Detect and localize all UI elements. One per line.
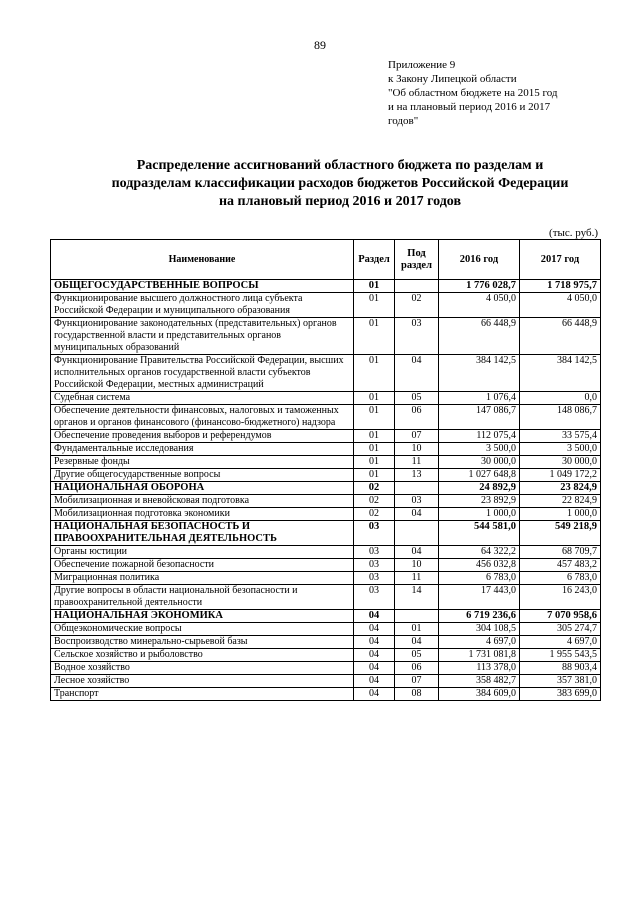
header-2016: 2016 год [439,240,520,280]
table-row [51,585,601,610]
row-section: 01 [354,392,395,405]
row-2016-value: 304 108,5 [439,623,520,636]
row-2017-value: 549 218,9 [520,521,601,546]
table-row [51,688,601,701]
row-section: 04 [354,623,395,636]
row-section: 04 [354,610,395,623]
row-2016-value: 358 482,7 [439,675,520,688]
row-2017-value: 16 243,0 [520,585,601,610]
table-row [51,572,601,585]
row-section: 02 [354,482,395,495]
row-name: НАЦИОНАЛЬНАЯ ОБОРОНА [51,482,354,495]
header-section: Раздел [354,240,395,280]
row-name: Другие вопросы в области национальной безопасности и правоохранительной деятельности [51,585,354,610]
row-2016-value: 1 731 081,8 [439,649,520,662]
row-2016-value: 113 378,0 [439,662,520,675]
row-2016-value: 147 086,7 [439,405,520,430]
row-subsection: 01 [395,623,439,636]
row-2017-value: 1 955 543,5 [520,649,601,662]
row-subsection [395,280,439,293]
row-section: 04 [354,636,395,649]
row-name: Сельское хозяйство и рыболовство [51,649,354,662]
row-name: Водное хозяйство [51,662,354,675]
row-subsection: 02 [395,293,439,318]
row-2016-value: 17 443,0 [439,585,520,610]
row-subsection: 06 [395,662,439,675]
table-row [51,649,601,662]
row-subsection: 14 [395,585,439,610]
header-subsection: Под раздел [395,240,439,280]
row-section: 04 [354,649,395,662]
row-section: 02 [354,495,395,508]
row-subsection: 13 [395,469,439,482]
row-2017-value: 0,0 [520,392,601,405]
row-2016-value: 30 000,0 [439,456,520,469]
row-subsection: 04 [395,355,439,392]
row-2017-value: 357 381,0 [520,675,601,688]
row-section: 04 [354,688,395,701]
appendix-note [388,58,598,128]
row-subsection: 08 [395,688,439,701]
row-2016-value: 4 697,0 [439,636,520,649]
table-row [51,546,601,559]
row-subsection: 05 [395,392,439,405]
row-section: 03 [354,559,395,572]
row-section: 01 [354,355,395,392]
row-subsection: 10 [395,443,439,456]
row-2016-value: 1 776 028,7 [439,280,520,293]
table-section-row [51,482,601,495]
row-section: 02 [354,508,395,521]
row-section: 01 [354,443,395,456]
table-row [51,293,601,318]
row-subsection [395,610,439,623]
row-2017-value: 148 086,7 [520,405,601,430]
row-2017-value: 68 709,7 [520,546,601,559]
row-2017-value: 33 575,4 [520,430,601,443]
row-name: Воспроизводство минерально-сырьевой базы [51,636,354,649]
table-row [51,392,601,405]
row-name: Транспорт [51,688,354,701]
row-subsection [395,482,439,495]
table-row [51,405,601,430]
row-2017-value: 6 783,0 [520,572,601,585]
row-subsection: 04 [395,636,439,649]
row-name: Лесное хозяйство [51,675,354,688]
page-number: 89 [314,38,326,52]
row-name: Функционирование Правительства Российской Федерации, высших исполнительных органов государственной власти субъектов Российской Федерации, местных администраций [51,355,354,392]
document-title [60,157,620,211]
row-name: Обеспечение проведения выборов и референдумов [51,430,354,443]
row-section: 01 [354,469,395,482]
row-name: Функционирование высшего должностного лица субъекта Российской Федерации и муниципального образования [51,293,354,318]
table-row [51,355,601,392]
row-name: Фундаментальные исследования [51,443,354,456]
appendix-line: "Об областном бюджете на 2015 год [388,87,558,99]
appendix-line: и на плановый период 2016 и 2017 [388,101,551,113]
row-section: 01 [354,318,395,355]
row-2017-value: 7 070 958,6 [520,610,601,623]
table-row [51,559,601,572]
row-name: НАЦИОНАЛЬНАЯ ЭКОНОМИКА [51,610,354,623]
row-subsection: 06 [395,405,439,430]
table-row [51,443,601,456]
row-name: Судебная система [51,392,354,405]
row-subsection: 11 [395,572,439,585]
row-2017-value: 384 142,5 [520,355,601,392]
row-name: Обеспечение пожарной безопасности [51,559,354,572]
row-2017-value: 66 448,9 [520,318,601,355]
table-row [51,430,601,443]
row-2016-value: 384 142,5 [439,355,520,392]
row-2017-value: 1 000,0 [520,508,601,521]
appendix-line: Приложение 9 [388,59,456,71]
row-name: Резервные фонды [51,456,354,469]
row-2016-value: 4 050,0 [439,293,520,318]
table-section-row [51,610,601,623]
row-2017-value: 22 824,9 [520,495,601,508]
row-2016-value: 384 609,0 [439,688,520,701]
row-2017-value: 383 699,0 [520,688,601,701]
row-2016-value: 6 719 236,6 [439,610,520,623]
row-section: 03 [354,521,395,546]
table-body [51,280,601,701]
table-section-row [51,521,601,546]
row-subsection: 04 [395,508,439,521]
row-2016-value: 66 448,9 [439,318,520,355]
row-subsection: 07 [395,675,439,688]
row-2016-value: 456 032,8 [439,559,520,572]
row-section: 01 [354,456,395,469]
row-section: 03 [354,546,395,559]
row-name: Другие общегосударственные вопросы [51,469,354,482]
row-2016-value: 23 892,9 [439,495,520,508]
row-section: 01 [354,280,395,293]
title-line: Распределение ассигнований областного бюджета по разделам и [136,158,544,173]
row-name: Мобилизационная и вневойсковая подготовка [51,495,354,508]
row-section: 01 [354,293,395,318]
row-2016-value: 1 000,0 [439,508,520,521]
row-2016-value: 6 783,0 [439,572,520,585]
row-name: Миграционная политика [51,572,354,585]
row-name: Функционирование законодательных (представительных) органов государственной власти и представительных органов муниципальных образований [51,318,354,355]
table-row [51,318,601,355]
title-line: на плановый период 2016 и 2017 годов [218,194,462,209]
row-subsection: 03 [395,318,439,355]
row-2017-value: 4 050,0 [520,293,601,318]
header-name: Наименование [51,240,354,280]
row-name: Мобилизационная подготовка экономики [51,508,354,521]
row-subsection: 11 [395,456,439,469]
table-row [51,469,601,482]
row-subsection: 03 [395,495,439,508]
row-2017-value: 457 483,2 [520,559,601,572]
table-header-row [51,240,601,280]
row-section: 01 [354,430,395,443]
title-line: подразделам классификации расходов бюджетов Российской Федерации [111,176,569,191]
appendix-line: к Закону Липецкой области [388,73,517,85]
row-subsection: 05 [395,649,439,662]
row-subsection: 10 [395,559,439,572]
row-name: Обеспечение деятельности финансовых, налоговых и таможенных органов и органов финансового (финансово-бюджетного) надзора [51,405,354,430]
budget-table [50,239,601,701]
appendix-line: годов" [388,115,419,127]
table-row [51,636,601,649]
row-name: НАЦИОНАЛЬНАЯ БЕЗОПАСНОСТЬ И ПРАВООХРАНИТЕЛЬНАЯ ДЕЯТЕЛЬНОСТЬ [51,521,354,546]
table-section-row [51,280,601,293]
row-2016-value: 1 027 648,8 [439,469,520,482]
row-2016-value: 1 076,4 [439,392,520,405]
row-section: 04 [354,675,395,688]
row-2017-value: 305 274,7 [520,623,601,636]
row-2017-value: 1 718 975,7 [520,280,601,293]
row-2017-value: 30 000,0 [520,456,601,469]
row-2017-value: 23 824,9 [520,482,601,495]
row-subsection: 04 [395,546,439,559]
table-row [51,662,601,675]
row-2016-value: 112 075,4 [439,430,520,443]
row-subsection [395,521,439,546]
row-section: 01 [354,405,395,430]
row-2016-value: 544 581,0 [439,521,520,546]
units-label: (тыс. руб.) [549,227,598,239]
row-2016-value: 64 322,2 [439,546,520,559]
table-row [51,456,601,469]
row-section: 03 [354,585,395,610]
row-name: Общеэкономические вопросы [51,623,354,636]
row-subsection: 07 [395,430,439,443]
row-name: ОБЩЕГОСУДАРСТВЕННЫЕ ВОПРОСЫ [51,280,354,293]
row-section: 04 [354,662,395,675]
header-2017: 2017 год [520,240,601,280]
row-2017-value: 88 903,4 [520,662,601,675]
table-row [51,675,601,688]
table-row [51,623,601,636]
row-2016-value: 24 892,9 [439,482,520,495]
table-row [51,495,601,508]
row-name: Органы юстиции [51,546,354,559]
row-2017-value: 3 500,0 [520,443,601,456]
table-row [51,508,601,521]
row-2016-value: 3 500,0 [439,443,520,456]
row-2017-value: 4 697,0 [520,636,601,649]
row-section: 03 [354,572,395,585]
row-2017-value: 1 049 172,2 [520,469,601,482]
